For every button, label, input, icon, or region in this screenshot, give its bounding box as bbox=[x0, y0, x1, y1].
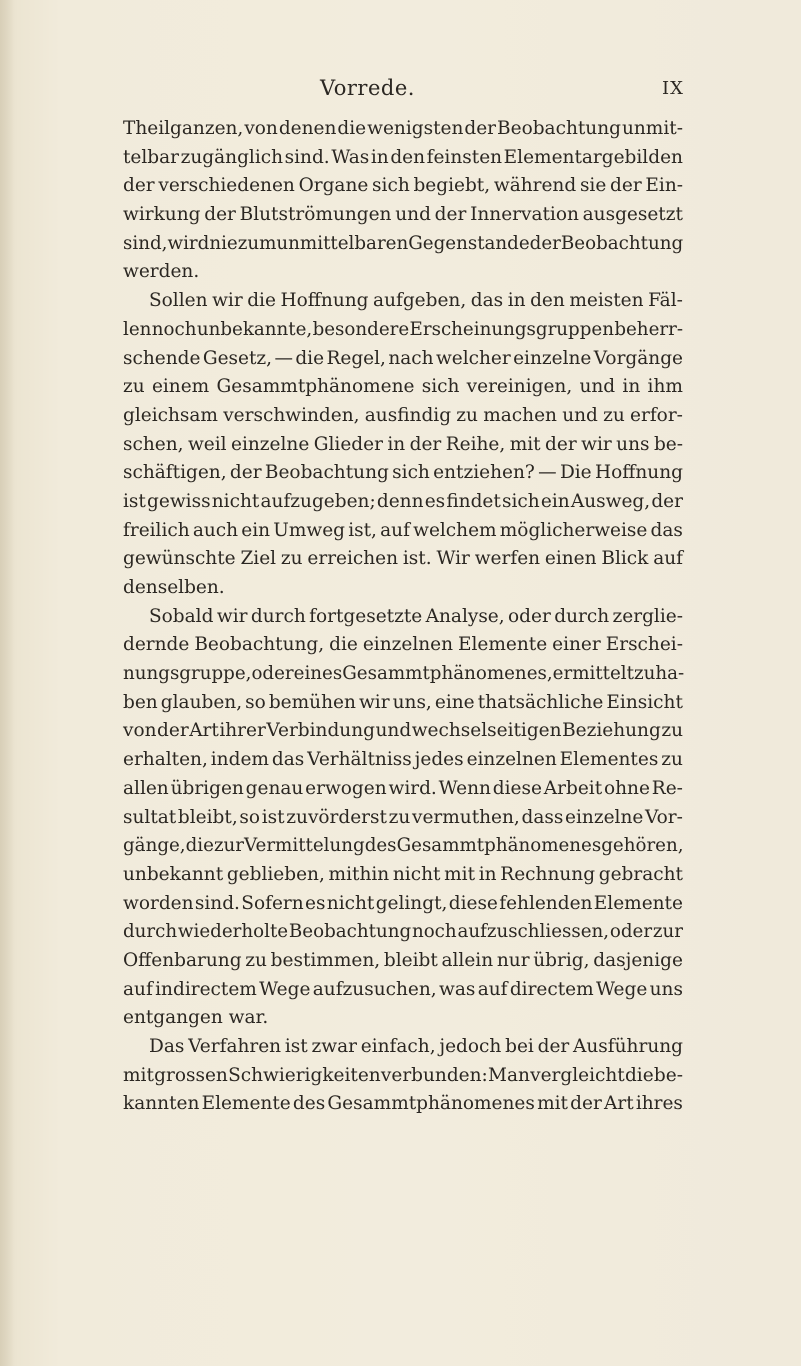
text-line: sultat bleibt, so ist zuvörderst zu vermuthen, dass einzelne Vor- bbox=[123, 806, 683, 828]
text-line: kannten Elemente des Gesammtphänomenes mit der Art ihres bbox=[123, 1093, 683, 1115]
text-line: von der Art ihrer Verbindung und wechselseitigen Beziehung zu bbox=[123, 720, 683, 742]
page-header bbox=[0, 76, 801, 108]
text-line: unbekannt geblieben, mithin nicht mit in Rechnung gebracht bbox=[123, 863, 683, 885]
text-line: sind, wird nie zum unmittelbaren Gegenstande der Beobachtung bbox=[123, 232, 684, 254]
page-gutter-shadow bbox=[0, 0, 14, 1366]
text-line: auf indirectem Wege aufzusuchen, was auf directem Wege uns bbox=[123, 978, 683, 1000]
text-line: schen, weil einzelne Glieder in der Reihe, mit der wir uns be- bbox=[123, 433, 683, 455]
paragraph-start-line: Sollen wir die Hoffnung aufgeben, das in den meisten Fäl- bbox=[149, 290, 683, 312]
text-line: ben glauben, so bemühen wir uns, eine thatsächliche Einsicht bbox=[123, 691, 683, 713]
running-title: Vorrede. bbox=[320, 76, 415, 100]
text-line: allen übrigen genau erwogen wird. Wenn diese Arbeit ohne Re- bbox=[123, 777, 683, 799]
paragraph-start-line: Sobald wir durch fortgesetzte Analyse, oder durch zerglie- bbox=[149, 605, 683, 627]
text-line: erhalten, indem das Verhältniss jedes einzelnen Elementes zu bbox=[123, 749, 683, 771]
text-line: nungsgruppe, oder eines Gesammtphänomenes, ermittelt zu ha- bbox=[123, 663, 685, 685]
text-line: gänge, die zur Vermittelung des Gesammtphänomenes gehören, bbox=[123, 835, 684, 857]
text-line: worden sind. Sofern es nicht gelingt, diese fehlenden Elemente bbox=[123, 892, 683, 914]
text-line: der verschiedenen Organe sich begiebt, während sie der Ein- bbox=[123, 175, 683, 197]
text-line: entgangen war. bbox=[123, 1007, 269, 1029]
text-line: freilich auch ein Umweg ist, auf welchem möglicherweise das bbox=[123, 519, 683, 541]
text-line: durch wiederholte Beobachtung noch aufzuschliessen, oder zur bbox=[123, 921, 683, 943]
text-line: mit grossen Schwierigkeiten verbunden: Man vergleicht die be- bbox=[123, 1064, 683, 1086]
page-number: IX bbox=[662, 78, 684, 99]
text-line: dernde Beobachtung, die einzelnen Elemente einer Erschei- bbox=[123, 634, 683, 656]
text-line: gleichsam verschwinden, ausfindig zu machen und zu erfor- bbox=[123, 404, 683, 426]
text-line: werden. bbox=[123, 261, 200, 283]
text-line: len noch unbekannte, besondere Erscheinungsgruppen beherr- bbox=[123, 318, 683, 340]
text-line: Theilganzen, von denen die wenigsten der Beobachtung unmit- bbox=[123, 118, 683, 139]
text-line: zu einem Gesammtphänomene sich vereinigen, und in ihm bbox=[123, 376, 683, 398]
text-line: gewünschte Ziel zu erreichen ist. Wir werfen einen Blick auf bbox=[123, 548, 683, 570]
text-line: ist gewiss nicht aufzugeben; denn es findet sich ein Ausweg, der bbox=[123, 490, 683, 512]
text-line: telbar zugänglich sind. Was in den feinsten Elementargebilden bbox=[123, 146, 683, 168]
text-line: schäftigen, der Beobachtung sich entziehen? — Die Hoffnung bbox=[123, 462, 683, 484]
body-text bbox=[123, 115, 683, 1119]
text-line: wirkung der Blutströmungen und der Innervation ausgesetzt bbox=[123, 204, 683, 226]
text-line: denselben. bbox=[123, 577, 225, 598]
text-line: schende Gesetz, — die Regel, nach welcher einzelne Vorgänge bbox=[123, 347, 683, 369]
paragraph-start-line: Das Verfahren ist zwar einfach, jedoch bei der Ausführung bbox=[149, 1036, 683, 1057]
text-line: Offenbarung zu bestimmen, bleibt allein nur übrig, dasjenige bbox=[123, 949, 683, 971]
